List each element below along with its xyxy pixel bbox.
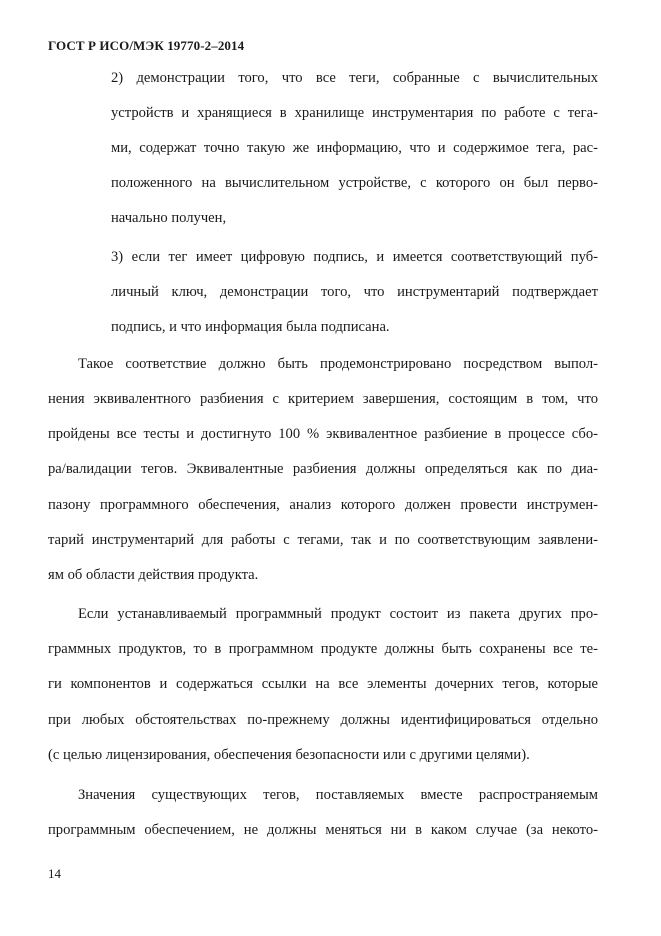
text-line: начально получен, — [111, 210, 227, 226]
page-number: 14 — [48, 866, 61, 881]
text-line: устройств и хранящиеся в хранилище инструментария по работе с тега- — [111, 105, 598, 121]
text-line: Если устанавливаемый программный продукт состоит из пакета других про- — [78, 606, 598, 622]
text-line: граммных продуктов, то в программном продукте должны быть сохранены все те- — [48, 641, 598, 657]
text-line: пройдены все тесты и достигнуто 100 % эквивалентное разбиение в процессе сбо- — [48, 426, 598, 442]
text-line: программным обеспечением, не должны меняться ни в каком случае (за некото- — [48, 822, 598, 838]
text-line: ми, содержат точно такую же информацию, что и содержимое тега, рас- — [111, 140, 598, 156]
text-line: тарий инструментарий для работы с тегами, так и по соответствующим заявлени- — [48, 532, 598, 548]
text-line: 2) демонстрации того, что все теги, собранные с вычислительных — [111, 70, 598, 86]
document-header: ГОСТ Р ИСО/МЭК 19770-2–2014 — [48, 38, 245, 53]
text-line: положенного на вычислительном устройстве, с которого он был перво- — [111, 175, 598, 191]
text-line: Такое соответствие должно быть продемонстрировано посредством выпол- — [78, 356, 598, 372]
text-line: при любых обстоятельствах по-прежнему должны идентифицироваться отдельно — [48, 712, 598, 728]
text-line: ра/валидации тегов. Эквивалентные разбиения должны определяться как по диа- — [48, 461, 598, 477]
text-line: нения эквивалентного разбиения с критерием завершения, состоящим в том, что — [48, 391, 598, 407]
text-line: ям об области действия продукта. — [48, 567, 259, 583]
text-line: ги компонентов и содержаться ссылки на все элементы дочерних тегов, которые — [48, 676, 598, 692]
text-line: (с целью лицензирования, обеспечения безопасности или с другими целями). — [48, 747, 530, 763]
text-line: личный ключ, демонстрации того, что инструментарий подтверждает — [111, 284, 598, 300]
text-line: 3) если тег имеет цифровую подпись, и имеется соответствующий пуб- — [111, 249, 598, 265]
text-line: пазону программного обеспечения, анализ которого должен провести инструмен- — [48, 497, 598, 513]
text-line: Значения существующих тегов, поставляемых вместе распространяемым — [78, 787, 598, 803]
text-line: подпись, и что информация была подписана. — [111, 319, 390, 335]
